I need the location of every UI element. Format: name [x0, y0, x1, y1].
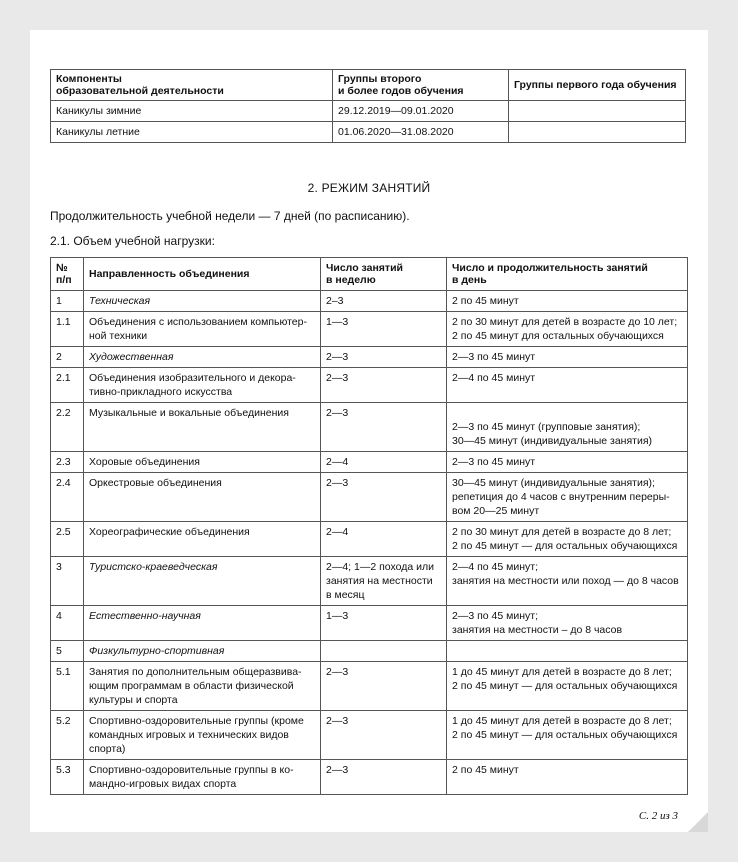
document-page	[30, 30, 708, 832]
direction-cell: Физкультурно-спортивная	[84, 641, 321, 662]
table-cell: Каникулы зимние	[51, 101, 333, 122]
column-header-first-year-groups: Группы первого года обучения	[509, 70, 686, 101]
per-week-cell: 1—3	[321, 312, 447, 347]
table-row	[51, 452, 688, 473]
per-day-cell: 2—3 по 45 минут	[447, 452, 688, 473]
direction-cell: Хоровые объединения	[84, 452, 321, 473]
table-cell: 01.06.2020—31.08.2020	[333, 122, 509, 143]
table-row	[51, 101, 686, 122]
holidays-table	[50, 69, 686, 143]
per-day-cell: 2 по 30 минут для детей в возрасте до 8 лет; 2 по 45 минут — для остальных обучающихся	[447, 522, 688, 557]
per-day-cell: 2 по 45 минут	[447, 760, 688, 795]
table-row	[51, 312, 688, 347]
direction-cell: Хореографические объединения	[84, 522, 321, 557]
column-header-direction: Направленность объединения	[84, 258, 321, 291]
table-row	[51, 403, 688, 452]
table-cell: 29.12.2019—09.01.2020	[333, 101, 509, 122]
per-week-cell: 2—3	[321, 760, 447, 795]
column-header-second-year-groups: Группы второго и более годов обучения	[333, 70, 509, 101]
table-header-row	[51, 258, 688, 291]
page-curl-corner	[688, 812, 708, 832]
per-day-cell: 2—3 по 45 минут; занятия на местности – до 8 часов	[447, 606, 688, 641]
direction-cell: Музыкальные и вокальные объединения	[84, 403, 321, 452]
per-day-cell: 1 до 45 минут для детей в возрасте до 8 лет; 2 по 45 минут — для остальных обучающихся	[447, 711, 688, 760]
row-number-cell: 1.1	[51, 312, 84, 347]
row-number-cell: 3	[51, 557, 84, 606]
table-cell	[509, 122, 686, 143]
per-week-cell: 2—3	[321, 347, 447, 368]
workload-table-body	[51, 291, 688, 795]
table-row	[51, 522, 688, 557]
direction-cell: Занятия по дополнительным общеразвива- ющим программам в области физической культуры и спорта	[84, 662, 321, 711]
per-day-cell: 2—3 по 45 минут	[447, 347, 688, 368]
per-week-cell: 1—3	[321, 606, 447, 641]
direction-cell: Естественно-научная	[84, 606, 321, 641]
direction-cell: Оркестровые объединения	[84, 473, 321, 522]
per-day-cell: 2 по 30 минут для детей в возрасте до 10 лет; 2 по 45 минут для остальных обучающихся	[447, 312, 688, 347]
per-day-cell: 1 до 45 минут для детей в возрасте до 8 лет; 2 по 45 минут — для остальных обучающихся	[447, 662, 688, 711]
direction-cell: Техническая	[84, 291, 321, 312]
per-week-cell: 2—3	[321, 403, 447, 452]
table-row	[51, 662, 688, 711]
row-number-cell: 4	[51, 606, 84, 641]
per-week-cell	[321, 641, 447, 662]
workload-table	[50, 257, 688, 795]
table-row	[51, 641, 688, 662]
per-week-cell: 2—4	[321, 522, 447, 557]
per-week-cell: 2—3	[321, 368, 447, 403]
per-week-cell: 2—3	[321, 711, 447, 760]
table-row	[51, 760, 688, 795]
table-row	[51, 606, 688, 641]
row-number-cell: 1	[51, 291, 84, 312]
column-header-per-day: Число и продолжительность занятий в день	[447, 258, 688, 291]
table-row	[51, 368, 688, 403]
per-day-cell: 2 по 45 минут	[447, 291, 688, 312]
week-duration-paragraph: Продолжительность учебной недели — 7 дней (по расписанию).	[50, 209, 410, 223]
per-day-cell: 2—4 по 45 минут; занятия на местности или поход — до 8 часов	[447, 557, 688, 606]
row-number-cell: 2.5	[51, 522, 84, 557]
table-row	[51, 291, 688, 312]
per-day-cell: 2—3 по 45 минут (групповые занятия); 30—45 минут (индивидуальные занятия)	[447, 403, 688, 452]
row-number-cell: 2.2	[51, 403, 84, 452]
per-day-cell	[447, 641, 688, 662]
table-cell	[509, 101, 686, 122]
per-week-cell: 2—4	[321, 452, 447, 473]
row-number-cell: 2.4	[51, 473, 84, 522]
row-number-cell: 2.3	[51, 452, 84, 473]
column-header-components: Компоненты образовательной деятельности	[51, 70, 333, 101]
per-week-cell: 2–3	[321, 291, 447, 312]
table-row	[51, 122, 686, 143]
column-header-number: № п/п	[51, 258, 84, 291]
per-week-cell: 2—4; 1—2 похода или занятия на местности в месяц	[321, 557, 447, 606]
table-row	[51, 473, 688, 522]
row-number-cell: 5	[51, 641, 84, 662]
table-row	[51, 347, 688, 368]
direction-cell: Туристско-краеведческая	[84, 557, 321, 606]
workload-heading: 2.1. Объем учебной нагрузки:	[50, 234, 215, 248]
row-number-cell: 2.1	[51, 368, 84, 403]
row-number-cell: 5.3	[51, 760, 84, 795]
per-week-cell: 2—3	[321, 662, 447, 711]
section-title: 2. РЕЖИМ ЗАНЯТИЙ	[307, 181, 431, 195]
table-cell: Каникулы летние	[51, 122, 333, 143]
row-number-cell: 5.1	[51, 662, 84, 711]
per-day-cell: 2—4 по 45 минут	[447, 368, 688, 403]
direction-cell: Спортивно-оздоровительные группы (кроме командных игровых и технических видов спорта)	[84, 711, 321, 760]
per-day-cell: 30—45 минут (индивидуальные занятия); репетиция до 4 часов с внутренним переры- вом 20—25 минут	[447, 473, 688, 522]
column-header-per-week: Число занятий в неделю	[321, 258, 447, 291]
page-number: С. 2 из 3	[638, 810, 678, 822]
row-number-cell: 5.2	[51, 711, 84, 760]
direction-cell: Спортивно-оздоровительные группы в ко- мандно-игровых видах спорта	[84, 760, 321, 795]
direction-cell: Художественная	[84, 347, 321, 368]
table-row	[51, 711, 688, 760]
table-row	[51, 557, 688, 606]
direction-cell: Объединения с использованием компьютер- ной техники	[84, 312, 321, 347]
row-number-cell: 2	[51, 347, 84, 368]
per-week-cell: 2—3	[321, 473, 447, 522]
direction-cell: Объединения изобразительного и декора- тивно-прикладного искусства	[84, 368, 321, 403]
table-header-row	[51, 70, 686, 101]
